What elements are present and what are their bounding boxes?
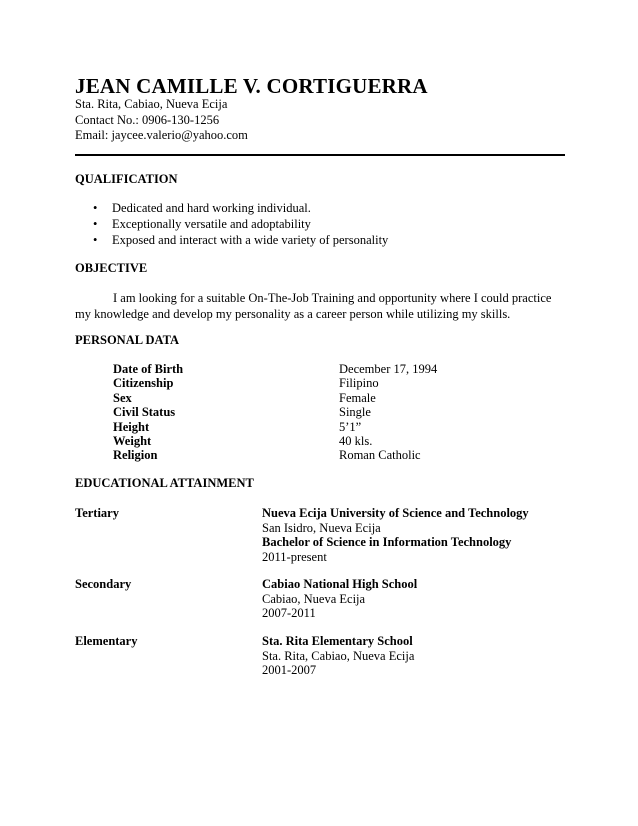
education-heading: EDUCATIONAL ATTAINMENT xyxy=(75,476,254,490)
school-name: Cabiao National High School xyxy=(262,577,418,591)
education-tertiary xyxy=(75,506,529,564)
pd-label: Religion xyxy=(113,448,158,463)
school-location: Cabiao, Nueva Ecija xyxy=(262,591,366,606)
contact-number: Contact No.: 0906-130-1256 xyxy=(75,112,220,127)
header-divider xyxy=(75,154,565,156)
table-row xyxy=(113,434,437,448)
table-row xyxy=(113,420,437,434)
qualification-list xyxy=(93,200,388,248)
list-item: • Exceptionally versatile and adoptability xyxy=(93,216,388,232)
email: Email: jaycee.valerio@yahoo.com xyxy=(75,128,248,142)
objective-heading: OBJECTIVE xyxy=(75,261,148,275)
pd-label: Citizenship xyxy=(113,376,174,391)
pd-value: Roman Catholic xyxy=(339,448,421,463)
pd-value: Female xyxy=(339,390,376,405)
school-name: Sta. Rita Elementary School xyxy=(262,634,413,648)
school-years: 2011-present xyxy=(262,549,327,564)
pd-label: Weight xyxy=(113,434,152,449)
qualification-heading: QUALIFICATION xyxy=(75,172,178,186)
education-level: Secondary xyxy=(75,577,132,591)
school-years: 2007-2011 xyxy=(262,606,316,620)
personal-data-table xyxy=(113,362,437,463)
pd-value: Filipino xyxy=(339,376,379,391)
contact-block xyxy=(75,97,248,144)
table-row xyxy=(113,448,437,462)
education-elementary xyxy=(75,634,414,678)
table-row xyxy=(113,391,437,405)
table-row xyxy=(113,362,437,376)
list-item: • Dedicated and hard working individual. xyxy=(93,200,388,216)
education-level: Tertiary xyxy=(75,506,119,520)
school-name: Nueva Ecija University of Science and Technology xyxy=(262,506,529,520)
pd-label: Sex xyxy=(113,390,132,405)
school-years: 2001-2007 xyxy=(262,663,317,677)
pd-value: 5’1” xyxy=(339,419,362,434)
address: Sta. Rita, Cabiao, Nueva Ecija xyxy=(75,97,228,111)
pd-value: December 17, 1994 xyxy=(339,362,438,376)
education-level: Elementary xyxy=(75,634,138,648)
personal-data-heading: PERSONAL DATA xyxy=(75,333,180,347)
education-secondary xyxy=(75,577,417,621)
pd-label: Civil Status xyxy=(113,405,176,420)
education-details xyxy=(262,506,529,564)
education-details xyxy=(262,634,414,678)
table-row xyxy=(113,405,437,419)
school-location: Sta. Rita, Cabiao, Nueva Ecija xyxy=(262,648,415,663)
pd-value: Single xyxy=(339,405,371,420)
pd-value: 40 kls. xyxy=(339,434,373,449)
school-location: San Isidro, Nueva Ecija xyxy=(262,520,381,535)
applicant-name: JEAN CAMILLE V. CORTIGUERRA xyxy=(75,74,428,98)
table-row xyxy=(113,376,437,390)
course-name: Bachelor of Science in Information Technology xyxy=(262,535,512,549)
list-item: • Exposed and interact with a wide variety of personality xyxy=(93,232,388,248)
pd-label: Height xyxy=(113,419,150,434)
pd-label: Date of Birth xyxy=(113,362,184,376)
objective-text: I am looking for a suitable On-The-Job Training and opportunity where I could practice my knowledge and develop my personality as a career person while utilizing my skills. xyxy=(75,291,552,321)
education-details xyxy=(262,577,417,621)
